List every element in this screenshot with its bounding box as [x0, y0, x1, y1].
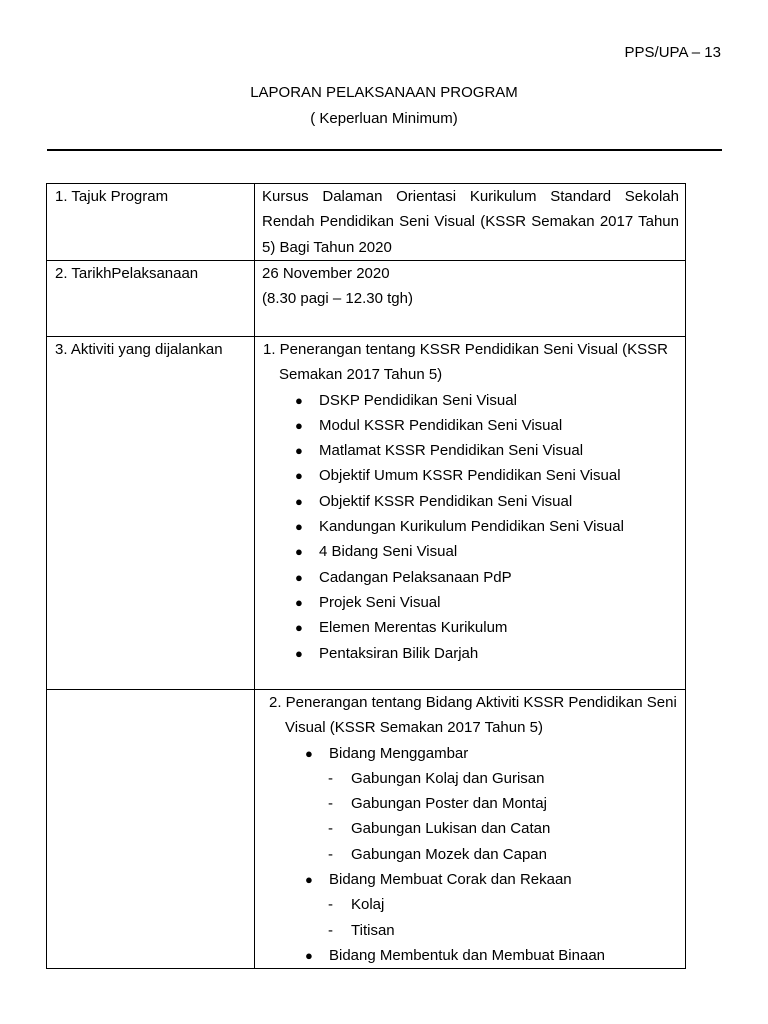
bidang-list: [265, 741, 679, 969]
dash-icon: -: [328, 896, 333, 914]
bullet-icon: ●: [295, 392, 303, 408]
value-tajuk: Kursus Dalaman Orientasi Kurikulum Standard Sekolah Rendah Pendidikan Seni Visual (KSSR Semakan 2017 Tahun 5) Bagi Tahun 2020: [255, 184, 686, 261]
list-item: - Gabungan Mozek dan Capan: [265, 842, 679, 867]
title-divider: [47, 149, 722, 151]
list-item: ● Elemen Merentas Kurikulum: [259, 615, 679, 640]
report-table: [46, 183, 686, 969]
bullet-icon: ●: [295, 493, 303, 509]
list-item: ● Modul KSSR Pendidikan Seni Visual: [259, 413, 679, 438]
title-main: LAPORAN PELAKSANAAN PROGRAM: [250, 84, 518, 101]
label-tajuk: 1. Tajuk Program: [47, 184, 255, 261]
bullet-icon: ●: [295, 645, 303, 661]
tarikh-time: (8.30 pagi – 12.30 tgh): [262, 290, 413, 308]
aktiviti-bullet-list: [259, 388, 679, 666]
bullet-icon: ●: [305, 745, 313, 761]
bullet-icon: ●: [295, 443, 303, 459]
dash-icon: -: [328, 820, 333, 838]
list-item: ● Objektif KSSR Pendidikan Seni Visual: [259, 489, 679, 514]
list-item: - Gabungan Kolaj dan Gurisan: [265, 766, 679, 791]
label-tarikh: 2. TarikhPelaksanaan: [47, 261, 255, 337]
list-item: ● 4 Bidang Seni Visual: [259, 539, 679, 564]
dash-icon: -: [328, 921, 333, 939]
tarikh-date: 26 November 2020: [262, 265, 390, 282]
aktiviti-item-2: 2. Penerangan tentang Bidang Aktiviti KSSR Pendidikan Seni Visual (KSSR Semakan 2017 Tahun 5): [269, 694, 677, 737]
list-item: - Gabungan Poster dan Montaj: [265, 791, 679, 816]
title-sub: ( Keperluan Minimum): [310, 110, 458, 127]
bullet-icon: ●: [295, 569, 303, 585]
list-item: ● Objektif Umum KSSR Pendidikan Seni Visual: [259, 463, 679, 488]
list-item: ● Bidang Menggambar: [265, 741, 679, 766]
list-item: ● Bidang Membentuk dan Membuat Binaan: [265, 943, 679, 968]
aktiviti-item-1: 1. Penerangan tentang KSSR Pendidikan Seni Visual (KSSR Semakan 2017 Tahun 5): [263, 341, 668, 384]
row-tarikh: [47, 261, 686, 337]
bullet-icon: ●: [305, 947, 313, 963]
row-aktiviti-2: [47, 690, 686, 969]
bullet-icon: ●: [295, 544, 303, 560]
dash-icon: -: [328, 845, 333, 863]
bullet-icon: ●: [295, 417, 303, 433]
bullet-icon: ●: [305, 872, 313, 888]
value-tarikh: [255, 261, 686, 337]
dash-icon: -: [328, 795, 333, 813]
bullet-icon: ●: [295, 594, 303, 610]
list-item: ● DSKP Pendidikan Seni Visual: [259, 388, 679, 413]
list-item: ● Kandungan Kurikulum Pendidikan Seni Visual: [259, 514, 679, 539]
row-aktiviti: [47, 337, 686, 690]
list-item: ● Matlamat KSSR Pendidikan Seni Visual: [259, 438, 679, 463]
value-aktiviti-2: [255, 690, 686, 969]
bullet-icon: ●: [295, 620, 303, 636]
label-empty: [47, 690, 255, 969]
list-item: - Gabungan Lukisan dan Catan: [265, 816, 679, 841]
label-aktiviti: 3. Aktiviti yang dijalankan: [47, 337, 255, 690]
list-item: ● Projek Seni Visual: [259, 590, 679, 615]
row-tajuk: [47, 184, 686, 261]
bullet-icon: ●: [295, 519, 303, 535]
list-item: - Titisan: [265, 918, 679, 943]
list-item: - Kolaj: [265, 892, 679, 917]
list-item: ● Cadangan Pelaksanaan PdP: [259, 565, 679, 590]
bullet-icon: ●: [295, 468, 303, 484]
document-code: PPS/UPA – 13: [624, 44, 721, 61]
list-item: ● Bidang Membuat Corak dan Rekaan: [265, 867, 679, 892]
dash-icon: -: [328, 769, 333, 787]
value-aktiviti: [255, 337, 686, 690]
document-title: [0, 80, 768, 132]
list-item: ● Pentaksiran Bilik Darjah: [259, 641, 679, 666]
